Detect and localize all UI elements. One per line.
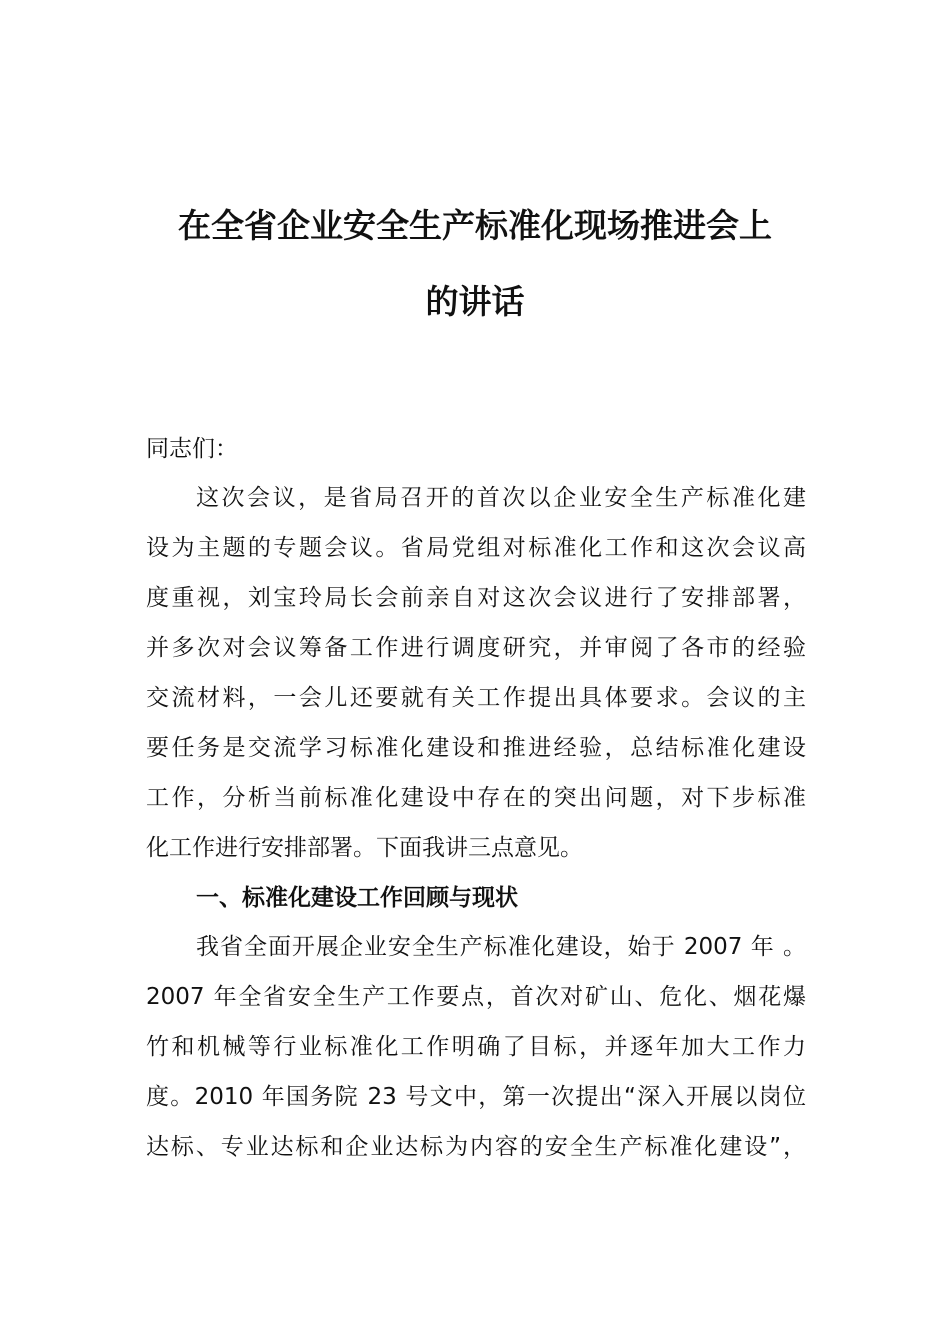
paragraph-line: 这次会议，是省局召开的首次以企业安全生产标准化建 — [196, 485, 806, 511]
paragraph-line: 度。2010 年国务院 23 号文中，第一次提出“深入开展以岗位 — [146, 1084, 806, 1110]
paragraph-line: 工作，分析当前标准化建设中存在的突出问题，对下步标准 — [146, 785, 806, 811]
section-heading-1 — [146, 873, 806, 923]
paragraph-line: 度重视，刘宝玲局长会前亲自对这次会议进行了安排部署， — [146, 585, 806, 611]
salutation — [146, 424, 806, 474]
paragraph-line: 要任务是交流学习标准化建设和推进经验，总结标准化建设 — [146, 735, 806, 761]
section-heading-text: 一、标准化建设工作回顾与现状 — [196, 885, 518, 911]
paragraph-line: 竹和机械等行业标准化工作明确了目标，并逐年加大工作力 — [146, 1034, 806, 1060]
paragraph-line: 化工作进行安排部署。下面我讲三点意见。 — [146, 835, 583, 861]
document-title-line-2: 的讲话 — [425, 282, 525, 321]
paragraph-1 — [146, 473, 806, 873]
paragraph-line: 并多次对会议筹备工作进行调度研究，并审阅了各市的经验 — [146, 635, 806, 661]
paragraph-line: 设为主题的专题会议。省局党组对标准化工作和这次会议高 — [146, 535, 806, 561]
paragraph-2 — [146, 922, 806, 1172]
paragraph-line: 我省全面开展企业安全生产标准化建设，始于 2007 年 。 — [196, 934, 806, 960]
paragraph-line: 达标、专业达标和企业达标为内容的安全生产标准化建设”， — [146, 1134, 806, 1160]
document-title-line-1: 在全省企业安全生产标准化现场推进会上 — [178, 206, 772, 245]
paragraph-line: 2007 年全省安全生产工作要点，首次对矿山、危化、烟花爆 — [146, 984, 806, 1010]
paragraph-line: 交流材料，一会儿还要就有关工作提出具体要求。会议的主 — [146, 685, 806, 711]
salutation-text: 同志们： — [146, 436, 238, 462]
